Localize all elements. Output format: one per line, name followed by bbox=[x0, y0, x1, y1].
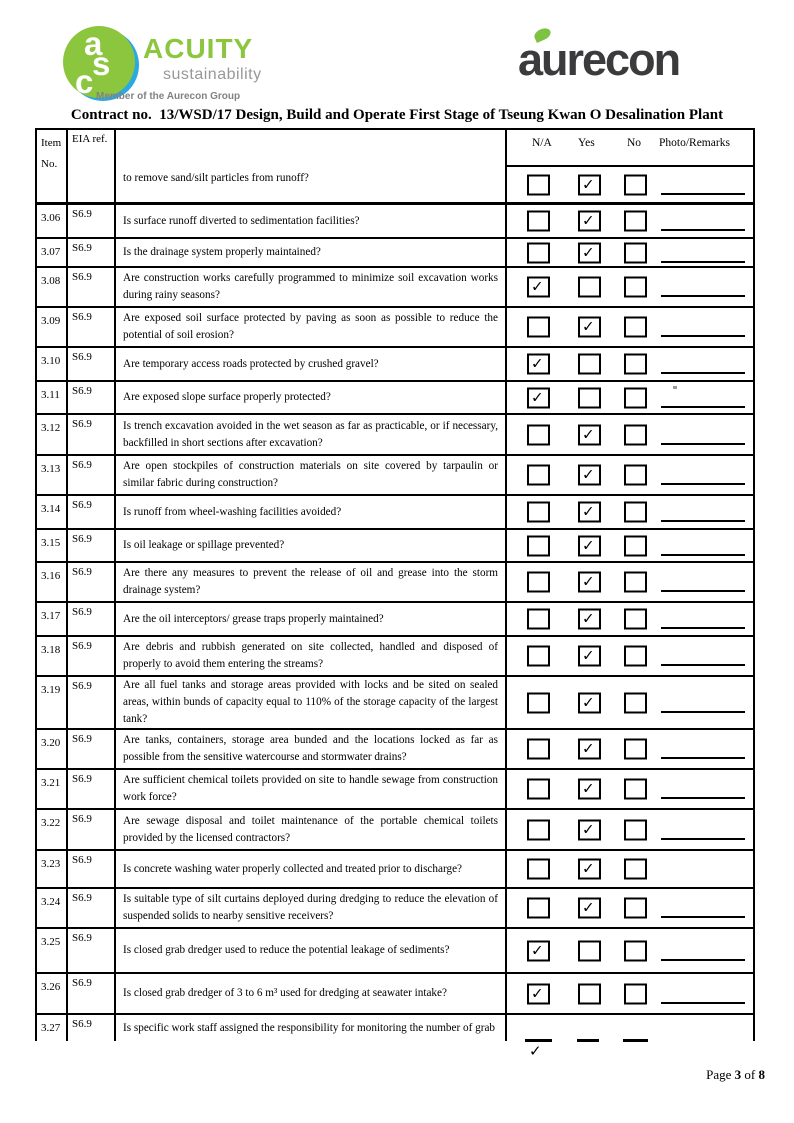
checklist-row-3.25 bbox=[37, 929, 753, 974]
page-title: Contract no. 13/WSD/17 Design, Build and Operate First Stage of Tseung Kwan O Desalination Plant bbox=[70, 107, 724, 123]
no-checkbox[interactable] bbox=[624, 983, 647, 1004]
yes-checkbox[interactable] bbox=[578, 859, 601, 880]
check-area bbox=[507, 456, 753, 494]
na-checkbox[interactable] bbox=[527, 819, 550, 840]
question-text: Is trench excavation avoided in the wet season as far as practicable, or if necessary, backfilled in short sections after excavation? bbox=[116, 415, 507, 454]
check-area bbox=[507, 677, 753, 728]
eia-ref: S6.9 bbox=[68, 730, 116, 768]
yes-checkbox[interactable] bbox=[578, 983, 601, 1004]
check-area bbox=[507, 530, 753, 561]
no-checkbox[interactable] bbox=[624, 277, 647, 298]
check-mark-icon: ✓ bbox=[582, 859, 595, 878]
check-mark-icon: ✓ bbox=[531, 388, 544, 406]
header-na: N/A bbox=[532, 137, 552, 149]
item-no: 3.14 bbox=[37, 496, 68, 528]
na-checkbox[interactable] bbox=[527, 211, 550, 232]
header-no: No bbox=[627, 137, 642, 149]
table-header-section bbox=[37, 130, 753, 205]
question-text: Are construction works carefully programmed to minimize soil excavation works during rainy seasons? bbox=[116, 268, 507, 306]
checklist-row-3.26 bbox=[37, 974, 753, 1015]
remarks-line[interactable] bbox=[661, 483, 745, 485]
remarks-line[interactable] bbox=[661, 711, 745, 713]
check-mark-icon: ✓ bbox=[582, 820, 595, 838]
question-text: Are there any measures to prevent the release of oil and grease into the storm drainage system? bbox=[116, 563, 507, 601]
remarks-line[interactable] bbox=[661, 797, 745, 799]
header-checks-region bbox=[507, 130, 753, 202]
aurecon-wordmark: aurecon bbox=[518, 34, 680, 85]
eia-ref: S6.9 bbox=[68, 563, 116, 601]
check-area bbox=[507, 810, 753, 849]
footer-total-pages: 8 bbox=[758, 1067, 765, 1082]
no-checkbox[interactable] bbox=[624, 174, 647, 195]
checklist-row-3.16 bbox=[37, 563, 753, 603]
yes-checkbox[interactable] bbox=[578, 211, 601, 232]
remarks-line[interactable] bbox=[661, 554, 745, 556]
checklist-table bbox=[35, 128, 755, 1041]
check-mark-icon: ✓ bbox=[531, 941, 544, 959]
stray-mark bbox=[673, 386, 677, 389]
checklist-row-3.10 bbox=[37, 348, 753, 382]
remarks-line[interactable] bbox=[661, 838, 745, 840]
question-text: Are debris and rubbish generated on site collected, handled and disposed of properly to avoid them entering the streams? bbox=[116, 637, 507, 675]
question-text: Are the oil interceptors/ grease traps properly maintained? bbox=[116, 603, 507, 635]
question-text: Are exposed slope surface properly protected? bbox=[116, 382, 507, 413]
no-checkbox[interactable] bbox=[624, 739, 647, 760]
yes-checkbox[interactable] bbox=[578, 317, 601, 338]
check-mark-icon: ✓ bbox=[582, 693, 595, 711]
item-no: 3.26 bbox=[37, 974, 68, 1013]
yes-checkbox[interactable] bbox=[578, 739, 601, 760]
check-mark-icon: ✓ bbox=[582, 425, 595, 443]
question-text: Is surface runoff diverted to sedimentation facilities? bbox=[116, 205, 507, 237]
item-no: 3.16 bbox=[37, 563, 68, 601]
check-mark-icon: ✓ bbox=[582, 243, 595, 261]
question-text: Are all fuel tanks and storage areas provided with locks and be sited on sealed areas, within bunds of capacity equal to 110% of the storage capacity of the largest tank? bbox=[116, 677, 507, 728]
remarks-line[interactable] bbox=[661, 590, 745, 592]
footer-word-page: Page bbox=[706, 1067, 732, 1082]
yes-checkbox[interactable] bbox=[578, 609, 601, 630]
item-no: 3.13 bbox=[37, 456, 68, 494]
na-checkbox[interactable] bbox=[527, 174, 550, 195]
remarks-line[interactable] bbox=[661, 916, 745, 918]
item-no: 3.11 bbox=[37, 382, 68, 413]
acuity-member-line: Member of the Aurecon Group bbox=[96, 91, 241, 102]
yes-checkbox[interactable] bbox=[578, 424, 601, 445]
question-text: Are tanks, containers, storage area bunded and the locations locked as far as possible from the sensitive watercourse and stormwater drains? bbox=[116, 730, 507, 768]
check-mark-icon: ✓ bbox=[582, 502, 595, 521]
remarks-line[interactable] bbox=[661, 193, 745, 195]
na-checkbox[interactable] bbox=[527, 317, 550, 338]
item-no: 3.17 bbox=[37, 603, 68, 635]
footer-current-page: 3 bbox=[734, 1067, 742, 1082]
yes-checkbox[interactable] bbox=[578, 898, 601, 919]
no-checkbox[interactable] bbox=[624, 211, 647, 232]
cutoff-checkbox-top-no bbox=[623, 1039, 648, 1042]
no-checkbox[interactable] bbox=[624, 940, 647, 961]
no-checkbox[interactable] bbox=[624, 354, 647, 375]
eia-ref: S6.9 bbox=[68, 415, 116, 454]
check-area bbox=[507, 496, 753, 528]
eia-ref: S6.9 bbox=[68, 974, 116, 1013]
eia-ref: S6.9 bbox=[68, 889, 116, 927]
yes-checkbox[interactable] bbox=[578, 819, 601, 840]
header-eia-ref: EIA ref. bbox=[68, 130, 116, 202]
item-no: 3.20 bbox=[37, 730, 68, 768]
acuity-logo bbox=[60, 22, 275, 107]
question-text: Is specific work staff assigned the responsibility for monitoring the number of grab bbox=[116, 1015, 507, 1041]
remarks-line[interactable] bbox=[661, 229, 745, 231]
checklist-row-3.27 bbox=[37, 1015, 753, 1041]
remarks-line[interactable] bbox=[661, 757, 745, 759]
question-text: Are open stockpiles of construction materials on site covered by tarpaulin or similar fabric during construction? bbox=[116, 456, 507, 494]
item-no: 3.06 bbox=[37, 205, 68, 237]
eia-ref: S6.9 bbox=[68, 382, 116, 413]
checklist-row-3.23 bbox=[37, 851, 753, 889]
monogram-letter-s: s bbox=[92, 45, 111, 82]
eia-ref: S6.9 bbox=[68, 205, 116, 237]
yes-checkbox[interactable] bbox=[578, 465, 601, 486]
check-area bbox=[507, 889, 753, 927]
check-mark-icon: ✓ bbox=[582, 898, 595, 917]
cutoff-check-mark-icon: ✓ bbox=[529, 1042, 542, 1060]
no-checkbox[interactable] bbox=[624, 646, 647, 667]
item-no: 3.24 bbox=[37, 889, 68, 927]
checklist-row-3.24 bbox=[37, 889, 753, 929]
check-area bbox=[507, 929, 753, 972]
question-text: Is the drainage system properly maintained? bbox=[116, 239, 507, 266]
na-checkbox[interactable] bbox=[527, 277, 550, 298]
na-checkbox[interactable] bbox=[527, 692, 550, 713]
check-area bbox=[507, 205, 753, 237]
check-area bbox=[507, 603, 753, 635]
acuity-monogram-icon bbox=[63, 26, 135, 98]
no-checkbox[interactable] bbox=[624, 609, 647, 630]
yes-checkbox[interactable] bbox=[578, 646, 601, 667]
aurecon-logo bbox=[518, 28, 758, 90]
no-checkbox[interactable] bbox=[624, 317, 647, 338]
check-area bbox=[507, 851, 753, 887]
na-checkbox[interactable] bbox=[527, 572, 550, 593]
item-no: 3.10 bbox=[37, 348, 68, 380]
question-text: Is concrete washing water properly collected and treated prior to discharge? bbox=[116, 851, 507, 887]
remarks-line[interactable] bbox=[661, 295, 745, 297]
no-checkbox[interactable] bbox=[624, 859, 647, 880]
eia-ref: S6.9 bbox=[68, 268, 116, 306]
question-text: Is runoff from wheel-washing facilities avoided? bbox=[116, 496, 507, 528]
no-checkbox[interactable] bbox=[624, 535, 647, 556]
na-checkbox[interactable] bbox=[527, 898, 550, 919]
question-text: Is closed grab dredger used to reduce the potential leakage of sediments? bbox=[116, 929, 507, 972]
checklist-row-3.13 bbox=[37, 456, 753, 496]
item-no: 3.25 bbox=[37, 929, 68, 972]
continuation-question: to remove sand/silt particles from runoff? bbox=[116, 130, 507, 202]
eia-ref: S6.9 bbox=[68, 929, 116, 972]
question-text: Is closed grab dredger of 3 to 6 m³ used for dredging at seawater intake? bbox=[116, 974, 507, 1013]
na-checkbox[interactable] bbox=[527, 983, 550, 1004]
yes-checkbox[interactable] bbox=[578, 387, 601, 408]
continuation-check-row bbox=[507, 167, 753, 202]
checklist-row-3.17 bbox=[37, 603, 753, 637]
item-no: 3.15 bbox=[37, 530, 68, 561]
check-mark-icon: ✓ bbox=[531, 354, 544, 373]
eia-ref: S6.9 bbox=[68, 239, 116, 266]
na-checkbox[interactable] bbox=[527, 502, 550, 523]
item-no: 3.12 bbox=[37, 415, 68, 454]
checklist-row-3.18 bbox=[37, 637, 753, 677]
eia-ref: S6.9 bbox=[68, 530, 116, 561]
eia-ref: S6.9 bbox=[68, 308, 116, 346]
item-no: 3.22 bbox=[37, 810, 68, 849]
page-number bbox=[706, 1067, 765, 1083]
cutoff-checkbox-top-yes bbox=[577, 1039, 599, 1042]
eia-ref: S6.9 bbox=[68, 637, 116, 675]
check-area bbox=[507, 308, 753, 346]
yes-checkbox[interactable] bbox=[578, 354, 601, 375]
item-no: 3.27 bbox=[37, 1015, 68, 1041]
check-column-labels bbox=[507, 130, 753, 167]
check-mark-icon: ✓ bbox=[582, 536, 595, 554]
remarks-line[interactable] bbox=[661, 1002, 745, 1004]
eia-ref: S6.9 bbox=[68, 810, 116, 849]
na-checkbox[interactable] bbox=[527, 535, 550, 556]
check-area bbox=[507, 382, 753, 413]
remarks-line[interactable] bbox=[661, 627, 745, 629]
na-checkbox[interactable] bbox=[527, 465, 550, 486]
header-yes: Yes bbox=[578, 137, 595, 149]
no-checkbox[interactable] bbox=[624, 898, 647, 919]
check-area bbox=[507, 1015, 753, 1041]
yes-checkbox[interactable] bbox=[578, 535, 601, 556]
remarks-line[interactable] bbox=[661, 664, 745, 666]
check-mark-icon: ✓ bbox=[582, 211, 595, 230]
checklist-row-3.20 bbox=[37, 730, 753, 770]
question-text: Is suitable type of silt curtains deployed during dredging to reduce the elevation of suspended solids to nearby sensitive receivers? bbox=[116, 889, 507, 927]
checklist-row-3.12 bbox=[37, 415, 753, 456]
no-checkbox[interactable] bbox=[624, 819, 647, 840]
checklist-row-3.06 bbox=[37, 205, 753, 239]
na-checkbox[interactable] bbox=[527, 646, 550, 667]
remarks-line[interactable] bbox=[661, 261, 745, 263]
yes-checkbox[interactable] bbox=[578, 572, 601, 593]
monogram-letter-c: c bbox=[75, 63, 94, 98]
check-mark-icon: ✓ bbox=[582, 609, 595, 628]
yes-checkbox[interactable] bbox=[578, 940, 601, 961]
no-checkbox[interactable] bbox=[624, 692, 647, 713]
eia-ref: S6.9 bbox=[68, 677, 116, 728]
check-mark-icon: ✓ bbox=[582, 175, 595, 193]
checklist-row-3.08 bbox=[37, 268, 753, 308]
header-item-no: Item No. bbox=[37, 130, 68, 202]
checklist-row-3.09 bbox=[37, 308, 753, 348]
checklist-row-3.21 bbox=[37, 770, 753, 810]
acuity-wordmark: ACUITY bbox=[143, 33, 254, 64]
question-text: Are sufficient chemical toilets provided on site to handle sewage from construction work force? bbox=[116, 770, 507, 808]
checklist-row-3.22 bbox=[37, 810, 753, 851]
footer-word-of: of bbox=[744, 1067, 756, 1082]
check-mark-icon: ✓ bbox=[582, 739, 595, 758]
eia-ref: S6.9 bbox=[68, 496, 116, 528]
monogram-letter-a: a bbox=[84, 26, 103, 62]
no-checkbox[interactable] bbox=[624, 465, 647, 486]
check-area bbox=[507, 415, 753, 454]
eia-ref: S6.9 bbox=[68, 456, 116, 494]
question-text: Are sewage disposal and toilet maintenance of the portable chemical toilets provided by the licensed contractors? bbox=[116, 810, 507, 849]
check-area bbox=[507, 730, 753, 768]
no-checkbox[interactable] bbox=[624, 387, 647, 408]
check-mark-icon: ✓ bbox=[531, 277, 544, 296]
remarks-line[interactable] bbox=[661, 959, 745, 961]
item-no: 3.23 bbox=[37, 851, 68, 887]
eia-ref: S6.9 bbox=[68, 770, 116, 808]
check-mark-icon: ✓ bbox=[531, 984, 544, 1002]
eia-ref: S6.9 bbox=[68, 348, 116, 380]
no-checkbox[interactable] bbox=[624, 572, 647, 593]
remarks-line[interactable] bbox=[661, 406, 745, 408]
na-checkbox[interactable] bbox=[527, 940, 550, 961]
na-checkbox[interactable] bbox=[527, 387, 550, 408]
check-mark-icon: ✓ bbox=[582, 779, 595, 798]
yes-checkbox[interactable] bbox=[578, 692, 601, 713]
na-checkbox[interactable] bbox=[527, 779, 550, 800]
no-checkbox[interactable] bbox=[624, 242, 647, 263]
check-mark-icon: ✓ bbox=[582, 317, 595, 336]
yes-checkbox[interactable] bbox=[578, 277, 601, 298]
check-mark-icon: ✓ bbox=[582, 572, 595, 591]
question-text: Are temporary access roads protected by crushed gravel? bbox=[116, 348, 507, 380]
no-checkbox[interactable] bbox=[624, 424, 647, 445]
no-checkbox[interactable] bbox=[624, 502, 647, 523]
item-no: 3.07 bbox=[37, 239, 68, 266]
checklist-row-3.14 bbox=[37, 496, 753, 530]
acuity-subtitle: sustainability bbox=[163, 66, 262, 83]
remarks-line[interactable] bbox=[661, 520, 745, 522]
check-area bbox=[507, 239, 753, 266]
checklist-row-3.07 bbox=[37, 239, 753, 268]
na-checkbox[interactable] bbox=[527, 242, 550, 263]
checklist-row-3.11 bbox=[37, 382, 753, 415]
yes-checkbox[interactable] bbox=[578, 174, 601, 195]
eia-ref: S6.9 bbox=[68, 1015, 116, 1041]
check-mark-icon: ✓ bbox=[582, 465, 595, 484]
check-mark-icon: ✓ bbox=[582, 646, 595, 665]
no-checkbox[interactable] bbox=[624, 779, 647, 800]
check-area bbox=[507, 770, 753, 808]
yes-checkbox[interactable] bbox=[578, 502, 601, 523]
na-checkbox[interactable] bbox=[527, 424, 550, 445]
na-checkbox[interactable] bbox=[527, 859, 550, 880]
header-photo-remarks: Photo/Remarks bbox=[659, 137, 730, 149]
item-no: 3.09 bbox=[37, 308, 68, 346]
check-area bbox=[507, 637, 753, 675]
remarks-line[interactable] bbox=[661, 443, 745, 445]
checklist-row-3.19 bbox=[37, 677, 753, 730]
item-no: 3.21 bbox=[37, 770, 68, 808]
yes-checkbox[interactable] bbox=[578, 779, 601, 800]
question-text: Is oil leakage or spillage prevented? bbox=[116, 530, 507, 561]
item-no: 3.18 bbox=[37, 637, 68, 675]
check-area bbox=[507, 268, 753, 306]
eia-ref: S6.9 bbox=[68, 851, 116, 887]
na-checkbox[interactable] bbox=[527, 609, 550, 630]
eia-ref: S6.9 bbox=[68, 603, 116, 635]
yes-checkbox[interactable] bbox=[578, 242, 601, 263]
check-area bbox=[507, 974, 753, 1013]
item-no: 3.19 bbox=[37, 677, 68, 728]
item-no: 3.08 bbox=[37, 268, 68, 306]
na-checkbox[interactable] bbox=[527, 739, 550, 760]
check-area bbox=[507, 348, 753, 380]
remarks-line[interactable] bbox=[661, 335, 745, 337]
checklist-row-3.15 bbox=[37, 530, 753, 563]
remarks-line[interactable] bbox=[661, 372, 745, 374]
check-area bbox=[507, 563, 753, 601]
question-text: Are exposed soil surface protected by paving as soon as possible to reduce the potential of soil erosion? bbox=[116, 308, 507, 346]
na-checkbox[interactable] bbox=[527, 354, 550, 375]
